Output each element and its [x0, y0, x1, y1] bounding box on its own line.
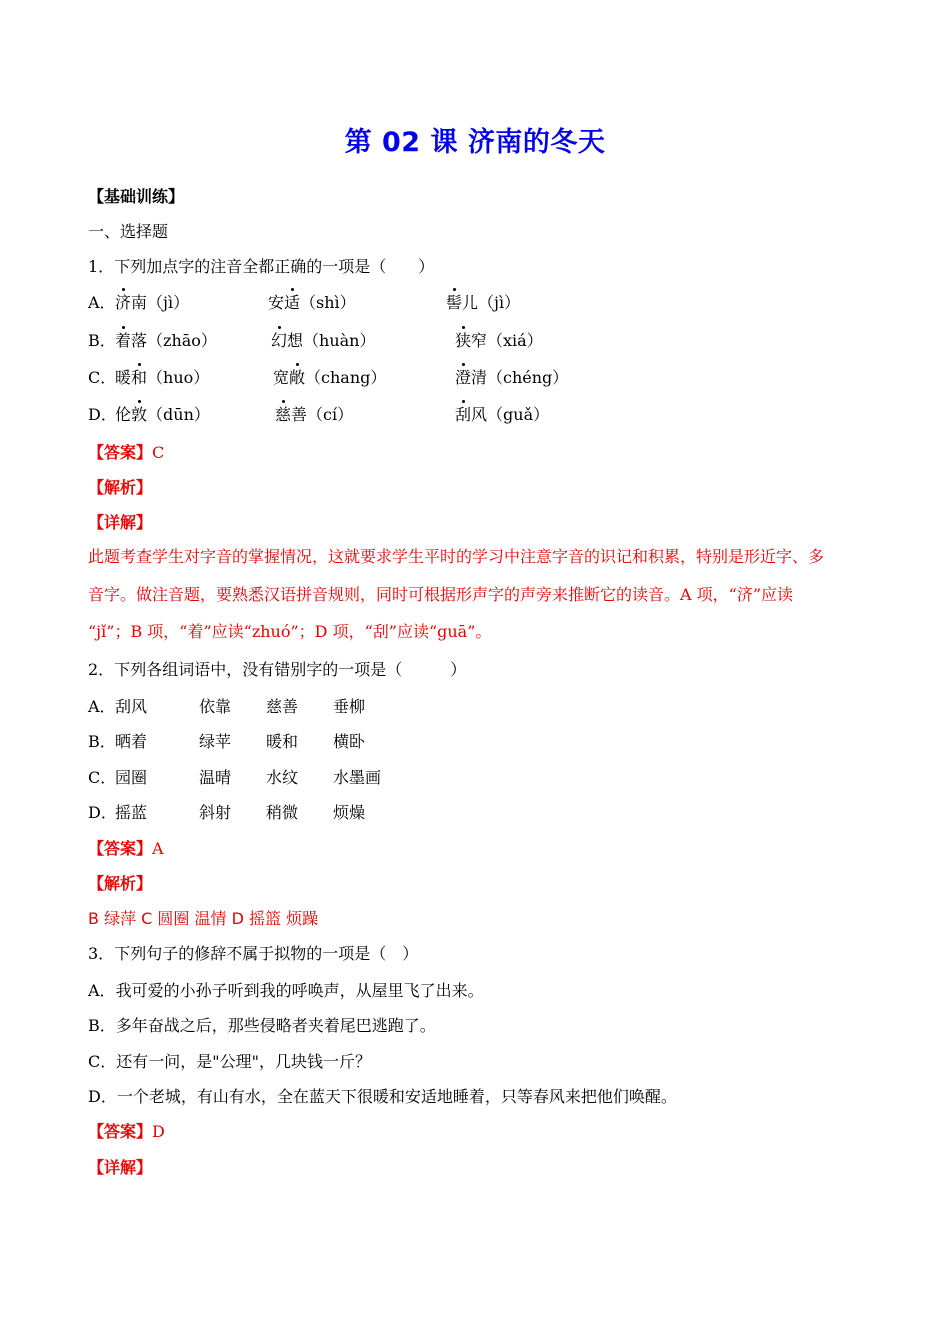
q3-option-a: A．我可爱的小孙子听到我的呼唤声，从屋里飞了出来。: [88, 981, 484, 1000]
q2-c-word-1: 园圈: [115, 768, 148, 787]
question-2-stem: 2．下列各组词语中，没有错别字的一项是（ ）: [88, 660, 467, 679]
q2-c-word-3: 水纹: [266, 768, 299, 787]
q1-option-d-item-3: 刮风（guǎ）: [455, 405, 550, 424]
q2-a-word-1: 刮风: [115, 697, 148, 716]
q1-option-a-item-1: 济南（jì）: [115, 293, 190, 312]
q2-analysis-text: B 绿萍 C 圆圈 温情 D 摇篮 烦躁: [88, 909, 319, 928]
q1-option-c-item-1: 暖和（huo）: [115, 368, 210, 387]
q1-option-c-item-2: 宽敞（chang）: [273, 368, 387, 387]
q2-c-word-2: 温晴: [199, 768, 232, 787]
q2-d-word-1: 摇蓝: [115, 803, 148, 822]
question-3-stem: 3．下列句子的修辞不属于拟物的一项是（ ）: [88, 944, 419, 963]
q2-option-a: A．: [88, 697, 116, 716]
q1-answer: 【答案】C: [88, 443, 165, 462]
q2-option-b: B．: [88, 732, 116, 751]
q1-option-d-label: D．: [88, 405, 117, 424]
q2-option-c: C．: [88, 768, 117, 787]
page-title: 第 02 课 济南的冬天: [344, 127, 606, 158]
question-1-stem: 1．下列加点字的注音全都正确的一项是（ ）: [88, 257, 435, 276]
part-heading: 一、选择题: [88, 222, 169, 241]
q3-option-d: D．一个老城，有山有水，全在蓝天下很暖和安适地睡着，只等春风来把他们唤醒。: [88, 1087, 677, 1106]
q1-option-c-item-3: 澄清（chéng）: [455, 368, 569, 387]
q1-option-a-label: A．: [88, 293, 116, 312]
q2-c-word-4: 水墨画: [333, 768, 382, 787]
q1-option-c-label: C．: [88, 368, 117, 387]
q2-d-word-4: 烦燥: [333, 803, 366, 822]
q1-option-b-item-1: 着落（zhāo）: [115, 331, 217, 350]
q1-option-a-item-3: 髻儿（jì）: [446, 293, 521, 312]
q3-answer: 【答案】D: [88, 1122, 165, 1141]
q1-detail-label: 【详解】: [88, 513, 153, 532]
q2-b-word-3: 暖和: [266, 732, 299, 751]
q2-answer: 【答案】A: [88, 839, 164, 858]
q1-option-b-item-3: 狭窄（xiá）: [455, 331, 543, 350]
q2-analysis-label: 【解析】: [88, 874, 153, 893]
q2-d-word-3: 稍微: [266, 803, 299, 822]
q1-option-b-label: B．: [88, 331, 116, 350]
q2-b-word-4: 横卧: [333, 732, 366, 751]
q2-b-word-2: 绿苹: [199, 732, 232, 751]
q1-option-d-item-2: 慈善（cí）: [275, 405, 354, 424]
q2-a-word-2: 依靠: [199, 697, 232, 716]
section-heading: 【基础训练】: [88, 187, 185, 206]
q1-analysis-label: 【解析】: [88, 478, 153, 497]
q1-option-b-item-2: 幻想（huàn）: [271, 331, 376, 350]
q2-d-word-2: 斜射: [199, 803, 232, 822]
q1-option-d-item-1: 伦敦（dūn）: [115, 405, 210, 424]
q2-b-word-1: 晒着: [115, 732, 148, 751]
q1-option-a-item-2: 安适（shì）: [268, 293, 356, 312]
q1-detail-text: 此题考查学生对字音的掌握情况，这就要求学生平时的学习中注意字音的识记和积累，特别是形近字、多 音字。做注音题，要熟悉汉语拼音规则，同时可根据形声字的声旁来推断它的读音。A 项，“济”应读 “jǐ”；B 项，“着”应读“zhuó”；D 项，“刮”应读“guā”。: [88, 547, 825, 641]
q2-option-d: D．: [88, 803, 117, 822]
q3-option-c: C．还有一问，是"公理"，几块钱一斤？: [88, 1052, 371, 1071]
q2-a-word-3: 慈善: [266, 697, 299, 716]
q3-option-b: B．多年奋战之后，那些侵略者夹着尾巴逃跑了。: [88, 1016, 436, 1035]
q3-detail-label: 【详解】: [88, 1158, 153, 1177]
q2-a-word-4: 垂柳: [333, 697, 366, 716]
